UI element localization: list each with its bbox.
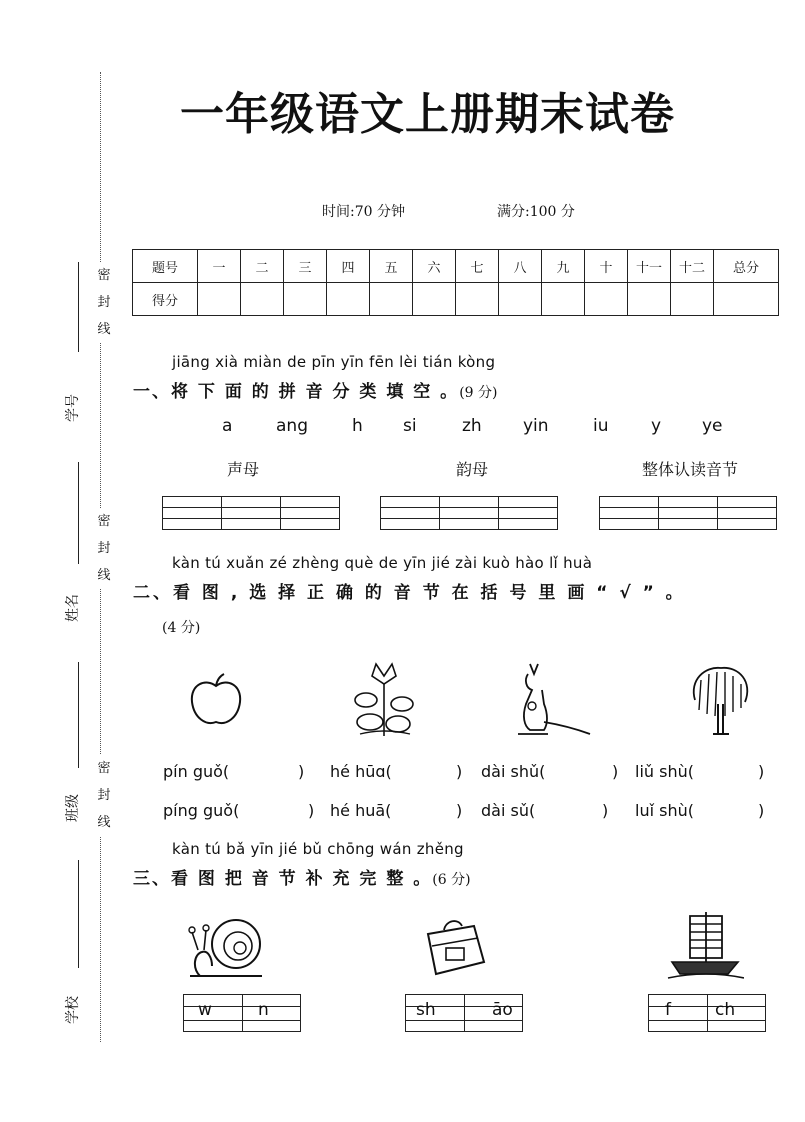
seal-group-3 xyxy=(97,755,111,836)
table-cell: 十一 xyxy=(628,250,671,283)
paren-close: ) xyxy=(758,762,765,781)
table-cell: 十 xyxy=(585,250,628,283)
paren-close: ) xyxy=(456,762,463,781)
option-willow-2[interactable]: luǐ shù( xyxy=(635,801,694,820)
seal-char: 封 xyxy=(97,541,111,556)
table-cell: 九 xyxy=(542,250,585,283)
score-table-header-row xyxy=(133,250,779,283)
table-cell: 得分 xyxy=(133,283,198,316)
q3-score: (6 分) xyxy=(432,872,471,888)
syllable: ang xyxy=(276,416,308,436)
syllable: h xyxy=(352,416,363,436)
seal-char: 线 xyxy=(97,815,111,830)
seal-group-1 xyxy=(97,262,111,343)
answer-grid-whole-syllables[interactable] xyxy=(599,496,777,530)
name-label: 姓名 xyxy=(65,594,81,622)
score-input-cell[interactable] xyxy=(499,283,542,316)
full-score: 满分:100 分 xyxy=(497,204,575,220)
q3-pinyin: kàn tú bǎ yīn jié bǔ chōng wán zhěng xyxy=(172,840,464,858)
score-input-cell[interactable] xyxy=(327,283,370,316)
syllable: yin xyxy=(523,416,549,436)
table-cell: 五 xyxy=(370,250,413,283)
sailboat-icon xyxy=(666,910,744,980)
exam-time: 时间:70 分钟 xyxy=(322,204,405,220)
box-divider xyxy=(707,995,708,1031)
box-final: āo xyxy=(492,1000,513,1020)
score-input-cell[interactable] xyxy=(542,283,585,316)
seal-char: 密 xyxy=(97,761,111,776)
table-cell: 十二 xyxy=(671,250,714,283)
box-final: ch xyxy=(715,1000,736,1020)
answer-grid-initials[interactable] xyxy=(162,496,340,530)
page-title: 一年级语文上册期末试卷 xyxy=(180,89,675,140)
school-label: 学校 xyxy=(65,996,81,1024)
category-label-initials: 声母 xyxy=(227,460,260,479)
student-id-label: 学号 xyxy=(65,394,81,422)
table-cell: 四 xyxy=(327,250,370,283)
score-input-cell[interactable] xyxy=(370,283,413,316)
student-id-line xyxy=(78,262,79,352)
kangaroo-icon xyxy=(508,660,594,738)
box-initial: sh xyxy=(416,1000,436,1020)
apple-icon xyxy=(188,672,244,728)
paren-close: ) xyxy=(612,762,619,781)
syllable: iu xyxy=(593,416,609,436)
score-table xyxy=(132,249,779,316)
syllable: zh xyxy=(462,416,482,436)
option-kangaroo-1[interactable]: dài shǔ( xyxy=(481,762,546,781)
score-input-cell[interactable] xyxy=(456,283,499,316)
q1-title-text: 一、将 下 面 的 拼 音 分 类 填 空 。 xyxy=(133,382,460,402)
option-kangaroo-2[interactable]: dài sǔ( xyxy=(481,801,536,820)
q1-score: (9 分) xyxy=(459,385,498,401)
syllable-box-snail[interactable] xyxy=(183,994,301,1032)
syllable: si xyxy=(403,416,417,436)
seal-char: 密 xyxy=(97,268,111,283)
category-label-finals: 韵母 xyxy=(456,460,489,479)
box-final: n xyxy=(258,1000,269,1020)
q3-title xyxy=(133,864,471,889)
syllable: a xyxy=(222,416,233,436)
category-label-whole-syllables: 整体认读音节 xyxy=(642,460,739,479)
q2-score: (4 分) xyxy=(162,620,201,636)
syllable-box-sailboat[interactable] xyxy=(648,994,766,1032)
name-line xyxy=(78,462,79,564)
score-table-score-row xyxy=(133,283,779,316)
score-input-cell[interactable] xyxy=(198,283,241,316)
q3-title-text: 三、看 图 把 音 节 补 充 完 整 。 xyxy=(133,869,433,889)
syllable: ye xyxy=(702,416,723,436)
seal-char: 密 xyxy=(97,514,111,529)
seal-char: 线 xyxy=(97,568,111,583)
table-cell: 题号 xyxy=(133,250,198,283)
paren-close: ) xyxy=(602,801,609,820)
snail-icon xyxy=(182,914,268,980)
schoolbag-icon xyxy=(418,918,490,976)
q1-pinyin: jiāng xià miàn de pīn yīn fēn lèi tián kòng xyxy=(172,353,496,371)
q2-score-line xyxy=(162,617,200,637)
paren-close: ) xyxy=(308,801,315,820)
q2-title: 二、看 图 , 选 择 正 确 的 音 节 在 括 号 里 画 “ √ ” 。 xyxy=(133,583,686,603)
seal-char: 封 xyxy=(97,788,111,803)
paren-close: ) xyxy=(298,762,305,781)
seal-group-2 xyxy=(97,508,111,589)
lotus-icon xyxy=(352,660,416,738)
box-initial: f xyxy=(665,1000,671,1020)
answer-grid-finals[interactable] xyxy=(380,496,558,530)
class-label: 班级 xyxy=(65,794,81,822)
seal-char: 封 xyxy=(97,295,111,310)
score-input-cell[interactable] xyxy=(585,283,628,316)
table-cell: 三 xyxy=(284,250,327,283)
score-input-cell[interactable] xyxy=(671,283,714,316)
syllable-box-schoolbag[interactable] xyxy=(405,994,523,1032)
box-initial: w xyxy=(198,1000,212,1020)
willow-icon xyxy=(685,660,755,738)
table-cell: 六 xyxy=(413,250,456,283)
score-input-cell[interactable] xyxy=(284,283,327,316)
score-input-cell[interactable] xyxy=(413,283,456,316)
paren-close: ) xyxy=(456,801,463,820)
syllable: y xyxy=(651,416,662,436)
score-input-cell[interactable] xyxy=(628,283,671,316)
table-cell: 总分 xyxy=(714,250,779,283)
option-apple-1[interactable]: pín guǒ( xyxy=(163,762,230,781)
class-line xyxy=(78,662,79,768)
option-willow-1[interactable]: liǔ shù( xyxy=(635,762,694,781)
table-cell: 七 xyxy=(456,250,499,283)
school-line xyxy=(78,860,79,968)
option-lotus-1[interactable]: hé hūɑ( xyxy=(330,762,392,781)
score-input-cell[interactable] xyxy=(241,283,284,316)
paren-close: ) xyxy=(758,801,765,820)
box-divider xyxy=(464,995,465,1031)
box-divider xyxy=(242,995,243,1031)
option-lotus-2[interactable]: hé huā( xyxy=(330,801,392,820)
option-apple-2[interactable]: píng guǒ( xyxy=(163,801,240,820)
table-cell: 一 xyxy=(198,250,241,283)
seal-char: 线 xyxy=(97,322,111,337)
table-cell: 二 xyxy=(241,250,284,283)
score-input-cell[interactable] xyxy=(714,283,779,316)
q2-pinyin: kàn tú xuǎn zé zhèng què de yīn jié zài kuò hào lǐ huà xyxy=(172,554,593,572)
q1-title xyxy=(133,377,497,402)
table-cell: 八 xyxy=(499,250,542,283)
